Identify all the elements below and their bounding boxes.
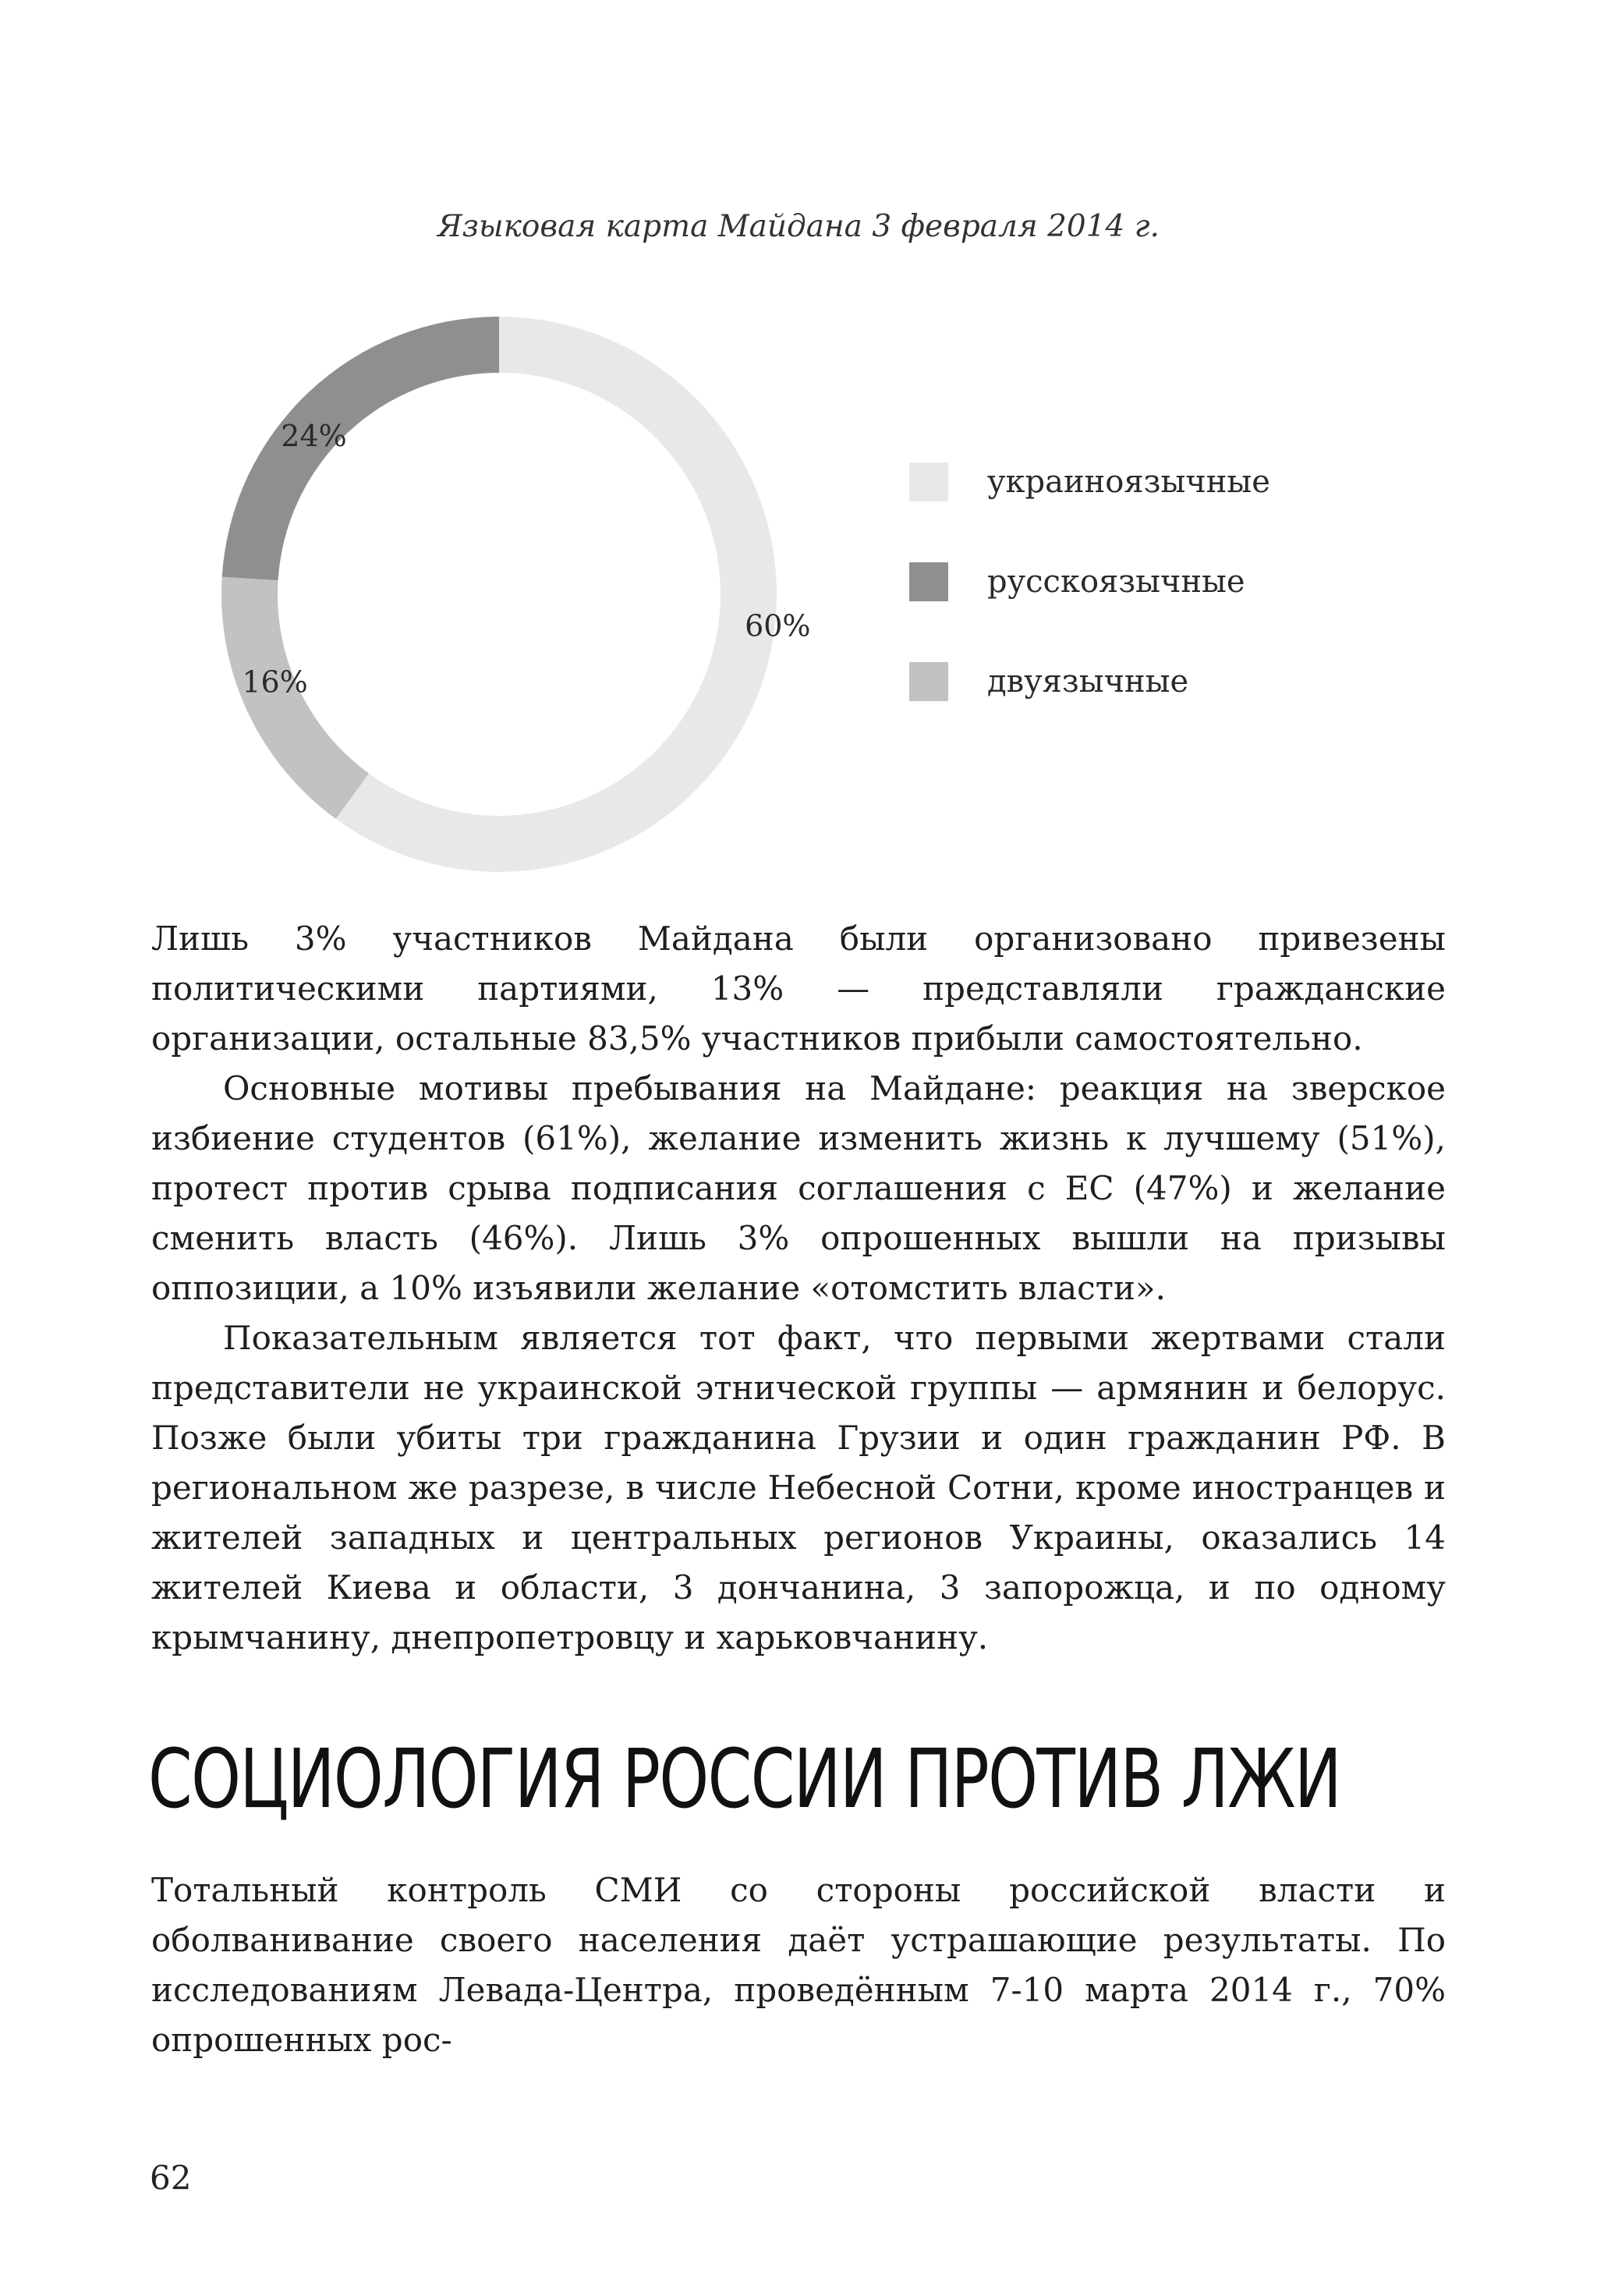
- donut-label-bilingual: 16%: [242, 664, 308, 700]
- legend-item-ukrainian: [909, 459, 1270, 505]
- donut-label-russian: 24%: [281, 419, 347, 454]
- legend-item-bilingual: [909, 658, 1270, 705]
- legend-item-russian: [909, 558, 1270, 605]
- paragraph: Основные мотивы пребывания на Майдане: реакция на зверское избиение студентов (61%), желание изменить жизнь к лучшему (51%), протест против срыва подписания соглашения с ЕС (47%) и желание сменить власть (46%). Лишь 3% опрошенных вышли на призывы оппозиции, а 10% изъявили желание «отомстить власти».: [151, 1069, 1446, 1307]
- donut-chart: [187, 282, 811, 906]
- body-text-top: [151, 914, 1446, 1663]
- paragraph: Тотальный контроль СМИ со стороны российской власти и оболванивание своего населения даёт устрашающие результаты. По исследованиям Левада-Центра, проведённым 7-10 марта 2014 г., 70% опрошенных рос-: [151, 1871, 1446, 2059]
- body-text-bottom: [151, 1866, 1446, 2065]
- donut-slice-russian: [222, 317, 499, 580]
- chart-legend: [909, 459, 1270, 758]
- page-number: 62: [150, 2159, 192, 2197]
- legend-label-russian: русскоязычные: [987, 564, 1245, 600]
- legend-swatch-russian: [909, 562, 948, 601]
- legend-swatch-bilingual: [909, 662, 948, 701]
- legend-label-ukrainian: украиноязычные: [987, 464, 1270, 500]
- figure-caption: Языковая карта Майдана 3 февраля 2014 г.: [437, 209, 1160, 244]
- paragraph: Показательным является тот факт, что первыми жертвами стали представители не украинской этнической группы — армянин и белорус. Позже были убиты три гражданина Грузии и один гражданин РФ. В региональном же разрезе, в числе Небесной Сотни, кроме иностранцев и жителей западных и центральных регионов Украины, оказались 14 жителей Киева и области, 3 дончанина, 3 запорожца, и по одному крымчанину, днепропетровцу и харьковчанину.: [151, 1319, 1446, 1656]
- legend-swatch-ukrainian: [909, 462, 948, 501]
- legend-label-bilingual: двуязычные: [987, 664, 1189, 700]
- donut-label-ukrainian: 60%: [745, 608, 811, 643]
- donut-slice-ukrainian: [336, 317, 777, 872]
- paragraph: Лишь 3% участников Майдана были организовано привезены политическими партиями, 13% — представляли гражданские организации, остальные 83,5% участников прибыли самостоятельно.: [151, 919, 1446, 1058]
- section-heading: СОЦИОЛОГИЯ РОССИИ ПРОТИВ ЛЖИ: [148, 1731, 1341, 1827]
